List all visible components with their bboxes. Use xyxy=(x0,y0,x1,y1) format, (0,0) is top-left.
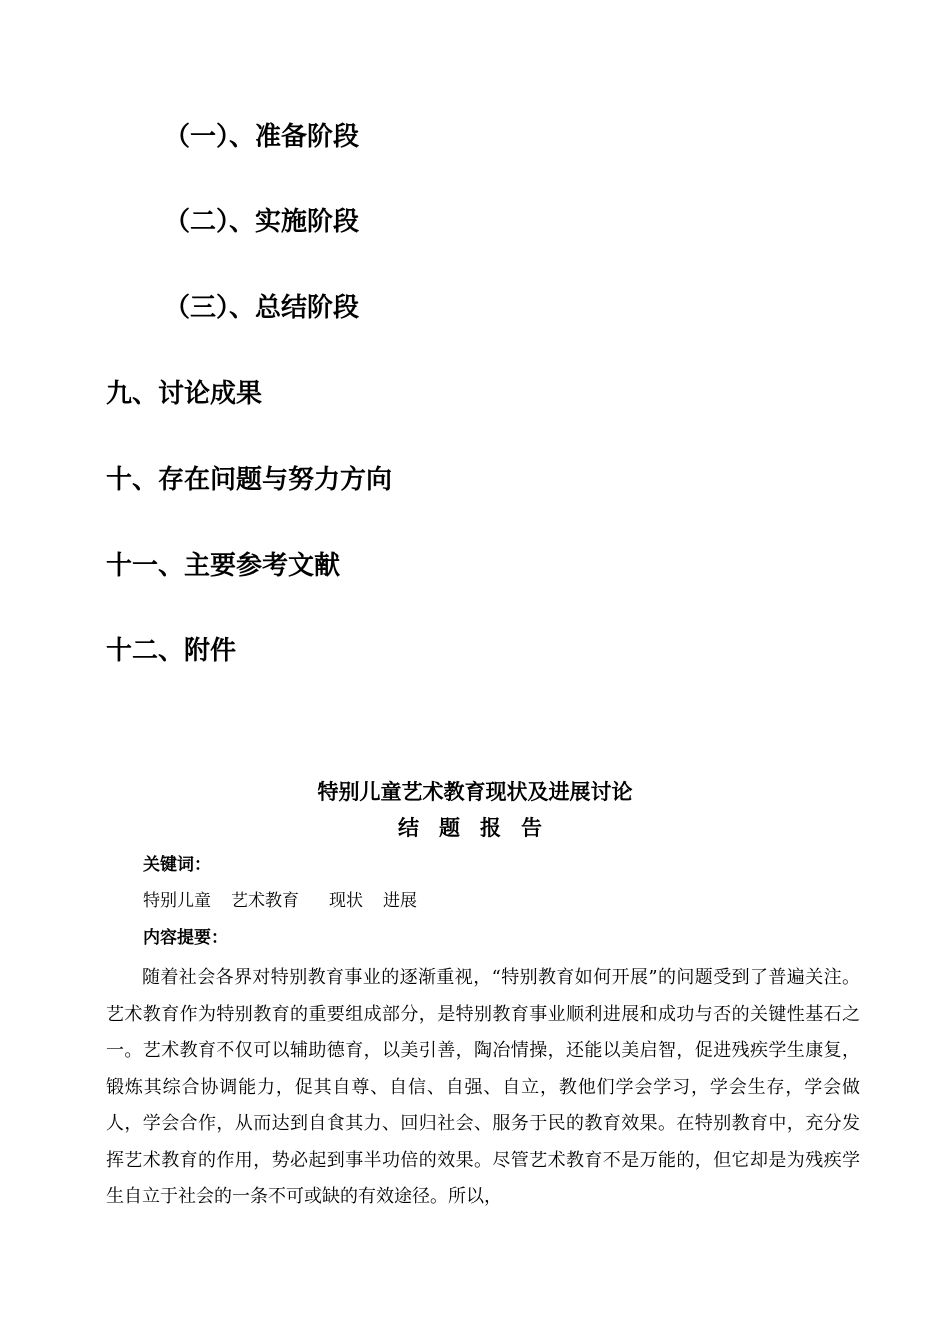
outline-item-problems: 十、存在问题与努力方向 xyxy=(106,465,393,495)
outline-item-references: 十一、主要参考文献 xyxy=(106,551,341,581)
keyword-item: 进展 xyxy=(383,891,417,911)
outline-subitem-summary: （三）、总结阶段 xyxy=(164,293,360,323)
abstract-paragraph: 随着社会各界对特别教育事业的逐渐重视，“特别教育如何开展”的问题受到了普遍关注。艺术教育作为特别教育的重要组成部分，是特别教育事业顺利进展和成功与否的关键性基石之一。艺术教育不仅可以辅助德育，以美引善，陶冶情操，还能以美启智，促进残疾学生康复，锻炼其综合协调能力，促其自尊、自信、自强、自立，教他们学会学习，学会生存，学会做人，学会合作，从而达到自食其力、回归社会、服务于民的教育效果。在特别教育中，充分发挥艺术教育的作用，势必起到事半功倍的效果。尽管艺术教育不是万能的，但它却是为残疾学生自立于社会的一条不可或缺的有效途径。所以， xyxy=(106,967,860,1207)
abstract-label: 内容提要： xyxy=(143,928,228,948)
outline-subitem-implementation: （二）、实施阶段 xyxy=(164,207,360,237)
keyword-item: 现状 xyxy=(329,891,363,911)
keyword-item: 特别儿童 xyxy=(143,891,211,911)
keyword-item: 艺术教育 xyxy=(231,891,299,911)
keywords-list xyxy=(143,889,417,913)
report-subtitle: 结题报告 xyxy=(398,815,562,840)
outline-item-results: 九、讨论成果 xyxy=(106,379,263,409)
outline-item-attachments: 十二、附件 xyxy=(106,636,237,666)
outline-subitem-preparation: （一）、准备阶段 xyxy=(164,122,360,152)
report-title: 特别儿童艺术教育现状及进展讨论 xyxy=(317,779,633,804)
keywords-label: 关键词： xyxy=(143,855,211,875)
